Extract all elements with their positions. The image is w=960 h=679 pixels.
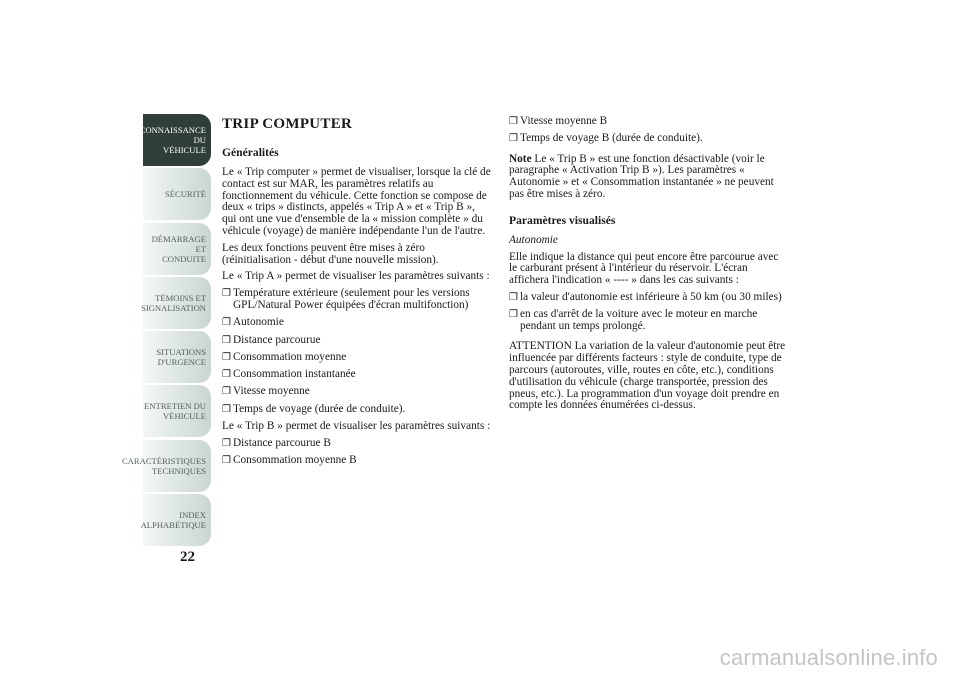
right-column bbox=[509, 116, 789, 417]
list-item bbox=[222, 317, 492, 329]
tab-caracteristiques-techniques[interactable]: CARACTÉRISTIQUES TECHNIQUES bbox=[143, 440, 211, 492]
list-item-text: Vitesse moyenne bbox=[233, 385, 310, 398]
list-item bbox=[509, 133, 789, 145]
section-heading-generalites: Généralités bbox=[222, 146, 279, 159]
note-paragraph bbox=[509, 154, 789, 201]
tab-entretien-du-vehicule[interactable]: ENTRETIEN DU VÉHICULE bbox=[143, 385, 211, 437]
trip-b-list bbox=[222, 438, 492, 467]
left-column bbox=[222, 116, 492, 472]
list-item bbox=[509, 309, 789, 333]
section-heading-parametres: Paramètres visualisés bbox=[509, 213, 616, 227]
list-item bbox=[509, 292, 789, 304]
list-item bbox=[222, 386, 492, 398]
trip-b-list-continued bbox=[509, 116, 789, 145]
list-item bbox=[222, 352, 492, 364]
list-item-text: Consommation moyenne B bbox=[233, 454, 357, 467]
checkbox-bullet-icon: ❐ bbox=[509, 116, 518, 127]
list-item bbox=[222, 335, 492, 347]
list-item-text: Température extérieure (seulement pour les versions GPL/Natural Power équipées d'écran multifonction) bbox=[233, 287, 470, 311]
paragraph-reset: Les deux fonctions peuvent être mises à zéro (réinitialisation - début d'une nouvelle mission). bbox=[222, 241, 439, 266]
tab-temoins-et-signalisation[interactable]: TÉMOINS ET SIGNALISATION bbox=[143, 277, 211, 329]
paragraph-trip-b: Le « Trip B » permet de visualiser les paramètres suivants : bbox=[222, 420, 491, 433]
checkbox-bullet-icon: ❐ bbox=[222, 317, 231, 329]
note-label: Note bbox=[509, 152, 532, 165]
checkbox-bullet-icon: ❐ bbox=[222, 369, 231, 381]
list-item-text: Autonomie bbox=[233, 316, 284, 329]
attention-paragraph: ATTENTION La variation de la valeur d'autonomie peut être influencée par différents facteurs : style de conduite, type de parcours (autoroutes, ville, routes en côte, etc.), conditions d'utilisation du véhicule (charge transportée, pression des pneus, etc.). La programmation d'un voyage doit prendre en compte les données énumérées ci-dessus. bbox=[509, 340, 786, 412]
watermark: carmanualsonline.info bbox=[719, 645, 938, 670]
list-item-text: Consommation instantanée bbox=[233, 368, 356, 381]
list-item bbox=[222, 438, 492, 450]
tab-connaissance-du-vehicule[interactable]: CONNAISSANCE DU VÉHICULE bbox=[143, 114, 211, 166]
list-item bbox=[222, 288, 492, 312]
page-number: 22 bbox=[180, 549, 195, 565]
list-item bbox=[222, 455, 492, 467]
list-item-text: Vitesse moyenne B bbox=[520, 115, 608, 127]
paragraph-intro: Le « Trip computer » permet de visualiser, lorsque la clé de contact est sur MAR, les paramètres relatifs au fonctionnement du véhicule. Cette fonction se compose de deux « trips » distincts, appelés « Trip A » et « Trip B », qui ont une vue d'ensemble de la « mission complète » du véhicule (voyage) de manière indépendante l'un de l'autre. bbox=[222, 166, 491, 237]
checkbox-bullet-icon: ❐ bbox=[509, 133, 518, 145]
list-item-text: Temps de voyage (durée de conduite). bbox=[233, 402, 406, 415]
tab-situations-durgence[interactable]: SITUATIONS D'URGENCE bbox=[143, 331, 211, 383]
page-title: TRIP COMPUTER bbox=[222, 116, 353, 132]
checkbox-bullet-icon: ❐ bbox=[509, 291, 518, 303]
checkbox-bullet-icon: ❐ bbox=[222, 288, 231, 300]
list-item-text: la valeur d'autonomie est inférieure à 50 km (ou 30 miles) bbox=[520, 290, 782, 303]
list-item bbox=[222, 369, 492, 381]
checkbox-bullet-icon: ❐ bbox=[222, 437, 231, 449]
checkbox-bullet-icon: ❐ bbox=[222, 334, 231, 346]
list-item-text: Distance parcourue B bbox=[233, 436, 331, 449]
autonomie-cases-list bbox=[509, 292, 789, 333]
list-item-text: en cas d'arrêt de la voiture avec le moteur en marche pendant un temps prolongé. bbox=[520, 308, 758, 333]
chapter-sidebar bbox=[121, 114, 211, 548]
tab-index-alphabetique[interactable]: INDEX ALPHABÉTIQUE bbox=[143, 494, 211, 546]
tab-demarrage-et-conduite[interactable]: DÉMARRAGE ET CONDUITE bbox=[143, 223, 211, 275]
list-item-text: Distance parcourue bbox=[233, 333, 321, 346]
list-item bbox=[509, 116, 789, 128]
paragraph-autonomie: Elle indique la distance qui peut encore être parcourue avec le carburant présent à l'intérieur du réservoir. L'écran affichera l'indication « ---- » dans les cas suivants : bbox=[509, 250, 779, 287]
paragraph-trip-a: Le « Trip A » permet de visualiser les paramètres suivants : bbox=[222, 270, 490, 283]
checkbox-bullet-icon: ❐ bbox=[509, 309, 518, 321]
note-text: Le « Trip B » est une fonction désactivable (voir le paragraphe « Activation Trip B »). Les paramètres « Autonomie » et « Consommation instantanée » ne peuvent pas être mises à zéro. bbox=[509, 152, 774, 200]
checkbox-bullet-icon: ❐ bbox=[222, 386, 231, 398]
list-item-text: Consommation moyenne bbox=[233, 350, 347, 363]
checkbox-bullet-icon: ❐ bbox=[222, 455, 231, 467]
checkbox-bullet-icon: ❐ bbox=[222, 403, 231, 415]
checkbox-bullet-icon: ❐ bbox=[222, 351, 231, 363]
list-item bbox=[222, 404, 492, 416]
tab-securite[interactable]: SÉCURITÉ bbox=[143, 168, 211, 220]
list-item-text: Temps de voyage B (durée de conduite). bbox=[520, 132, 703, 145]
trip-a-list bbox=[222, 288, 492, 415]
subsection-heading-autonomie: Autonomie bbox=[509, 233, 558, 246]
